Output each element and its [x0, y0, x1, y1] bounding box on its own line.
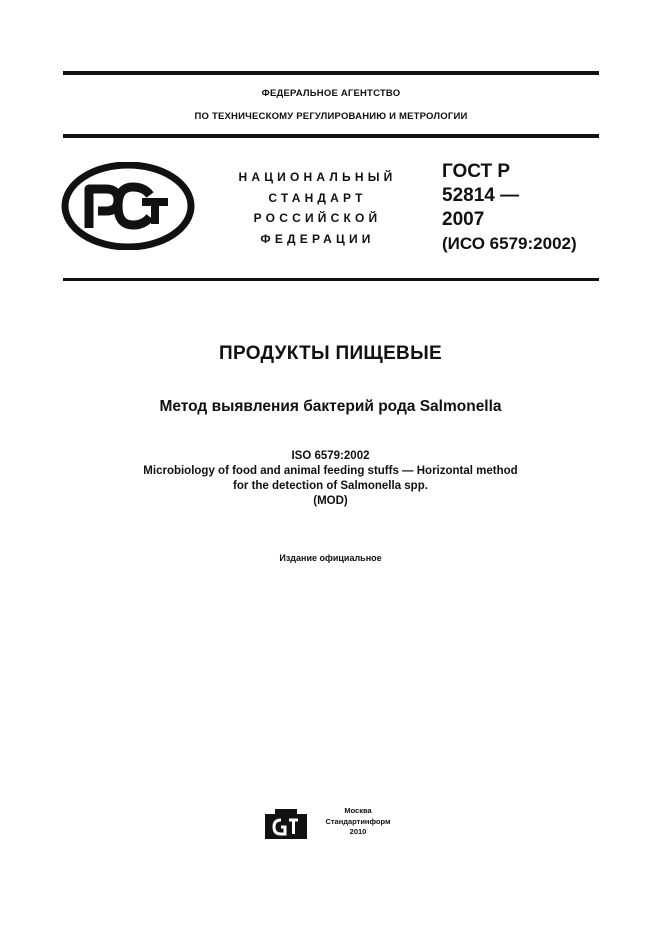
- rst-conformity-mark-icon: [60, 162, 196, 250]
- gost-line-4: (ИСО 6579:2002): [442, 234, 577, 253]
- document-title: ПРОДУКТЫ ПИЩЕВЫЕ: [219, 343, 442, 364]
- national-line: СТАНДАРТ: [268, 190, 367, 205]
- national-line: ФЕДЕРАЦИИ: [260, 231, 375, 246]
- standartinform-logo-icon: [265, 809, 307, 839]
- agency-line-1: ФЕДЕРАЛЬНОЕ АГЕНТСТВО: [261, 88, 401, 99]
- iso-reference-block: [0, 449, 661, 509]
- top-rule: [63, 71, 599, 75]
- gost-designation: [442, 160, 577, 256]
- gost-line-1: ГОСТ Р: [442, 161, 511, 182]
- edition-label: Издание официальное: [279, 553, 382, 563]
- document-subtitle: Метод выявления бактерий рода Salmonella: [159, 398, 502, 415]
- publisher-name: Стандартинформ: [325, 816, 391, 826]
- iso-ref: ISO 6579:2002: [291, 450, 370, 462]
- publisher-info: [312, 806, 404, 838]
- national-line: НАЦИОНАЛЬНЫЙ: [238, 170, 397, 184]
- publisher-year: 2010: [349, 827, 367, 836]
- national-standard-label: [225, 167, 410, 249]
- publisher-city: Москва: [344, 806, 372, 815]
- gost-line-2: 52814 —: [442, 185, 520, 206]
- iso-mod: (MOD): [313, 495, 348, 507]
- block-rule: [63, 278, 599, 281]
- agency-line-2: ПО ТЕХНИЧЕСКОМУ РЕГУЛИРОВАНИЮ И МЕТРОЛОГИИ: [194, 111, 468, 122]
- header-rule: [63, 134, 599, 138]
- iso-title-line-1: Microbiology of food and animal feeding stuffs — Horizontal method: [143, 465, 518, 477]
- gost-line-3: 2007: [442, 209, 485, 230]
- national-line: РОССИЙСКОЙ: [253, 211, 382, 225]
- iso-title-line-2: for the detection of Salmonella spp.: [233, 480, 428, 492]
